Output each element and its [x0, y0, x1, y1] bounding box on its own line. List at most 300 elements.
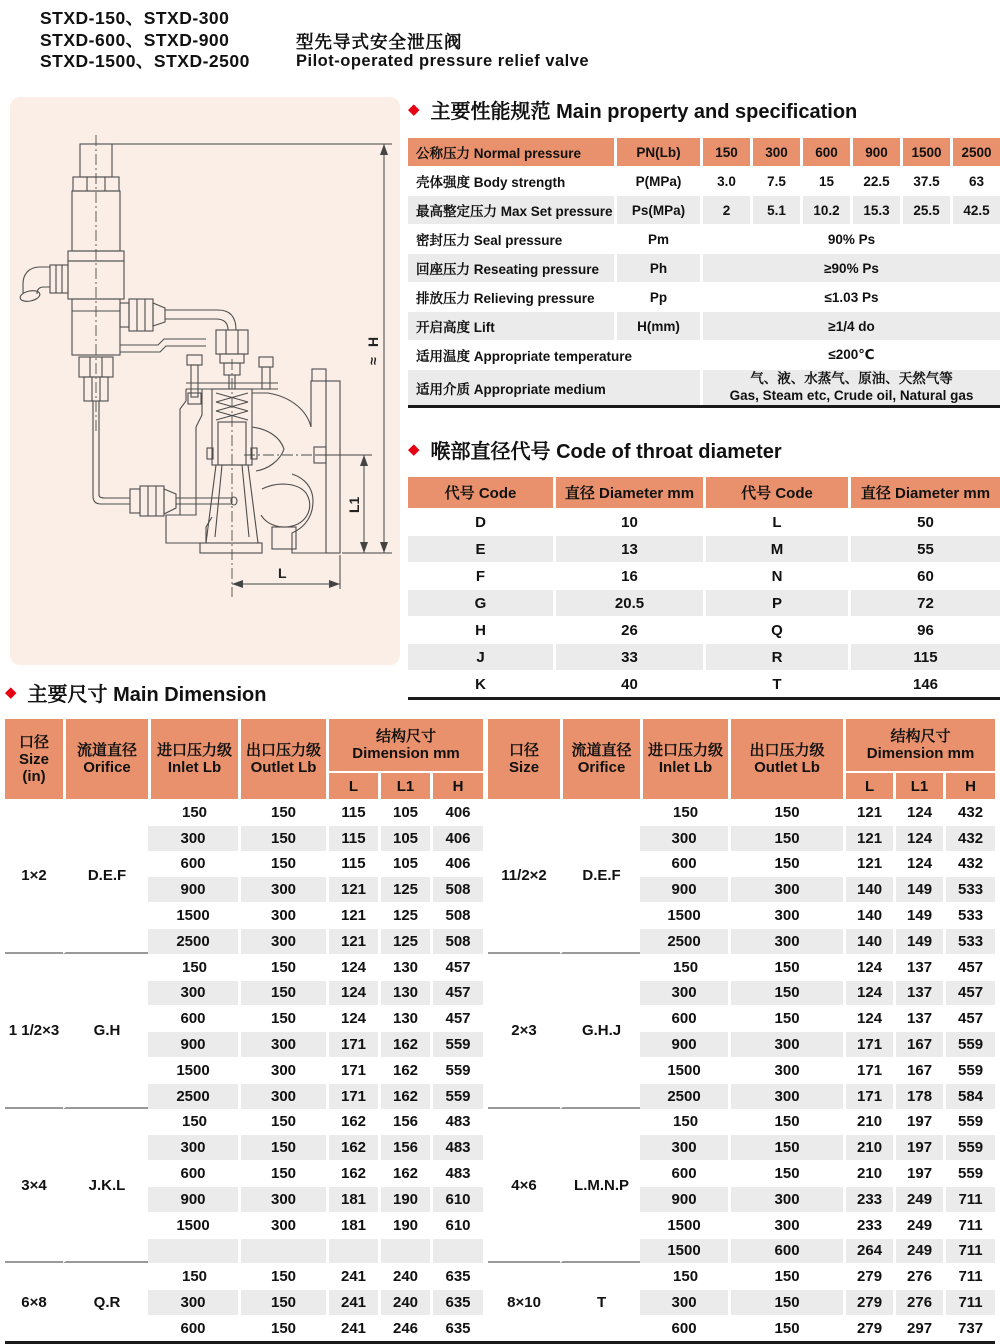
spec-row: [408, 224, 1000, 253]
dim-row: [5, 1109, 483, 1135]
size-cell: 1×2: [5, 799, 63, 954]
dim-cell: 1500: [640, 902, 728, 928]
dim-cell: 150: [640, 954, 728, 980]
dim-cell: [430, 1238, 483, 1264]
throat-row: [408, 562, 1000, 589]
dim-header-inlet: 进口压力级 Inlet Lb: [640, 719, 728, 799]
dim-cell: 559: [430, 1031, 483, 1057]
dim-cell: 600: [640, 1315, 728, 1341]
dim-cell: 249: [893, 1186, 943, 1212]
throat-row: [408, 589, 1000, 616]
dim-cell: 150: [640, 799, 728, 825]
dim-cell: 150: [728, 1315, 843, 1341]
dim-cell: 121: [843, 799, 893, 825]
dim-cell: 600: [640, 1160, 728, 1186]
dim-cell: 171: [843, 1031, 893, 1057]
dim-cell: 406: [430, 851, 483, 877]
dim-cell: 150: [728, 954, 843, 980]
dim-cell: 2500: [148, 1083, 238, 1109]
dim-cell: 162: [326, 1160, 378, 1186]
spec-value: 2500: [950, 137, 1000, 166]
dim-cell: 457: [943, 1005, 995, 1031]
spec-value: 2: [700, 195, 750, 224]
dim-label-h: H: [365, 336, 381, 347]
dim-cell: 406: [430, 825, 483, 851]
spec-symbol: PN(Lb): [614, 137, 700, 166]
dim-cell: 711: [943, 1238, 995, 1264]
dim-cell: 124: [326, 954, 378, 980]
throat-cell: J: [408, 643, 553, 670]
throat-cell: 10: [553, 508, 703, 535]
dim-cell: 559: [430, 1057, 483, 1083]
dim-cell: 241: [326, 1289, 378, 1315]
diamond-bullet-icon: ◆: [408, 441, 420, 458]
dim-cell: 124: [893, 851, 943, 877]
dim-header-size: 口径 Size (in): [5, 719, 63, 799]
dim-cell: 181: [326, 1212, 378, 1238]
dim-cell: 190: [378, 1186, 430, 1212]
spec-symbol: Pm: [614, 224, 700, 253]
dim-cell: 300: [238, 928, 326, 954]
dim-row: [488, 954, 995, 980]
dim-cell: 610: [430, 1212, 483, 1238]
dim-cell: 559: [943, 1134, 995, 1160]
dim-cell: 150: [728, 1160, 843, 1186]
dim-label-l1: L1: [346, 496, 362, 513]
throat-section-title: [408, 435, 1000, 464]
dimension-table-left: [5, 719, 483, 1341]
dim-cell: 432: [943, 825, 995, 851]
dim-cell: 130: [378, 954, 430, 980]
spec-value: 1500: [900, 137, 950, 166]
dim-cell: 150: [728, 1289, 843, 1315]
throat-cell: E: [408, 535, 553, 562]
dim-cell: 300: [640, 980, 728, 1006]
dimension-title-text: 主要尺寸 Main Dimension: [27, 684, 267, 706]
dim-cell: 121: [843, 825, 893, 851]
dim-cell: 149: [893, 902, 943, 928]
throat-cell: 26: [553, 616, 703, 643]
dimension-table-right: [488, 719, 995, 1341]
dim-row: [488, 799, 995, 825]
spec-label: 适用介质 Appropriate medium: [408, 369, 700, 405]
dim-row: [488, 1109, 995, 1135]
spec-label: 壳体强度 Body strength: [408, 166, 614, 195]
dim-cell: 508: [430, 876, 483, 902]
dim-row: [488, 1263, 995, 1289]
orifice-cell: D.E.F: [560, 799, 640, 954]
dim-cell: 610: [430, 1186, 483, 1212]
dim-cell: 900: [640, 876, 728, 902]
dim-cell: 711: [943, 1212, 995, 1238]
dim-cell: 124: [843, 1005, 893, 1031]
throat-header-row: [408, 477, 1000, 508]
spec-label: 密封压力 Seal pressure: [408, 224, 614, 253]
dimension-section: [5, 678, 995, 1344]
right-column: [408, 95, 1000, 700]
dim-cell: 300: [238, 876, 326, 902]
dim-cell: 150: [728, 1263, 843, 1289]
dim-row: [5, 1263, 483, 1289]
spec-value: 42.5: [950, 195, 1000, 224]
dim-cell: 300: [640, 1289, 728, 1315]
model-line: STXD-600、STXD-900: [40, 29, 230, 50]
spec-symbol: Pp: [614, 282, 700, 311]
spec-label: 最高整定压力 Max Set pressure: [408, 195, 614, 224]
dim-cell: 300: [148, 1289, 238, 1315]
spec-value: 22.5: [850, 166, 900, 195]
dim-header-l: L: [326, 771, 378, 799]
dim-label-h-approx: ≈: [365, 357, 381, 365]
dim-cell: 171: [326, 1057, 378, 1083]
dim-cell: 279: [843, 1315, 893, 1341]
spec-value: 3.0: [700, 166, 750, 195]
dim-cell: 300: [728, 1057, 843, 1083]
spec-value: ≤1.03 Ps: [700, 282, 1000, 311]
dim-header-outlet: 出口压力级 Outlet Lb: [238, 719, 326, 799]
throat-cell: N: [703, 562, 848, 589]
dim-header-dims: 结构尺寸 Dimension mm: [843, 719, 995, 771]
dim-cell: 457: [430, 954, 483, 980]
dim-cell: 130: [378, 1005, 430, 1031]
dim-cell: 300: [238, 1212, 326, 1238]
dim-cell: 600: [148, 1160, 238, 1186]
spec-value: ≥90% Ps: [700, 253, 1000, 282]
dim-cell: [326, 1238, 378, 1264]
throat-cell: L: [703, 508, 848, 535]
dim-cell: 483: [430, 1134, 483, 1160]
dim-cell: 300: [238, 1186, 326, 1212]
dim-cell: 508: [430, 928, 483, 954]
dim-cell: 1500: [148, 1057, 238, 1083]
spec-symbol: Ph: [614, 253, 700, 282]
dim-cell: 279: [843, 1289, 893, 1315]
spec-symbol: H(mm): [614, 311, 700, 340]
throat-cell: 50: [848, 508, 1000, 535]
dim-header-l1: L1: [378, 771, 430, 799]
dim-cell: 264: [843, 1238, 893, 1264]
dim-cell: 124: [893, 825, 943, 851]
dim-cell: 241: [326, 1263, 378, 1289]
spec-row: [408, 282, 1000, 311]
dim-cell: 150: [238, 1134, 326, 1160]
spec-label: 排放压力 Relieving pressure: [408, 282, 614, 311]
throat-header: 代号 Code: [703, 477, 848, 508]
dim-cell: 600: [148, 1315, 238, 1341]
dim-cell: 150: [148, 1109, 238, 1135]
dim-row: [5, 954, 483, 980]
spec-title-text: 主要性能规范 Main property and specification: [430, 101, 858, 123]
dim-cell: 210: [843, 1160, 893, 1186]
dim-cell: 121: [843, 851, 893, 877]
throat-header: 直径 Diameter mm: [848, 477, 1000, 508]
dim-cell: 105: [378, 799, 430, 825]
dim-header-inlet: 进口压力级 Inlet Lb: [148, 719, 238, 799]
dim-cell: [378, 1238, 430, 1264]
spec-value: ≤200℃: [700, 340, 1000, 369]
dim-cell: 1500: [640, 1057, 728, 1083]
dim-row: [5, 799, 483, 825]
dim-cell: 432: [943, 799, 995, 825]
dim-cell: 150: [238, 825, 326, 851]
spec-value-line: 气、液、水蒸气、原油、天然气等: [750, 371, 953, 386]
spec-symbol: P(MPa): [614, 166, 700, 195]
dim-cell: 105: [378, 851, 430, 877]
dim-cell: 156: [378, 1109, 430, 1135]
throat-title-text: 喉部直径代号 Code of throat diameter: [430, 441, 782, 463]
dim-cell: 300: [728, 928, 843, 954]
dim-cell: 559: [943, 1031, 995, 1057]
dim-cell: 533: [943, 876, 995, 902]
dim-cell: 197: [893, 1109, 943, 1135]
throat-cell: T: [703, 670, 848, 697]
dim-cell: 432: [943, 851, 995, 877]
dim-cell: 711: [943, 1186, 995, 1212]
size-cell: 11/2×2: [488, 799, 560, 954]
dim-cell: 900: [640, 1186, 728, 1212]
dim-header-size: 口径 Size: [488, 719, 560, 799]
dim-cell: 149: [893, 928, 943, 954]
size-cell: 8×10: [488, 1263, 560, 1340]
valve-drawing: [10, 97, 400, 665]
dim-cell: 2500: [148, 928, 238, 954]
dim-cell: 300: [640, 1134, 728, 1160]
dim-cell: 167: [893, 1031, 943, 1057]
dim-cell: 121: [326, 876, 378, 902]
dim-cell: 900: [640, 1031, 728, 1057]
dim-cell: 2500: [640, 1083, 728, 1109]
dim-cell: 181: [326, 1186, 378, 1212]
dim-cell: 559: [943, 1109, 995, 1135]
dim-cell: 150: [238, 980, 326, 1006]
spec-label: 公称压力 Normal pressure: [408, 137, 614, 166]
dim-cell: 1500: [148, 1212, 238, 1238]
dim-cell: 508: [430, 902, 483, 928]
dim-cell: 240: [378, 1263, 430, 1289]
dimension-tables: [5, 719, 995, 1344]
dim-cell: 276: [893, 1263, 943, 1289]
dim-cell: 246: [378, 1315, 430, 1341]
throat-header: 代号 Code: [408, 477, 553, 508]
dim-cell: 167: [893, 1057, 943, 1083]
dim-header-dims: 结构尺寸 Dimension mm: [326, 719, 483, 771]
dim-cell: 150: [728, 1134, 843, 1160]
dim-cell: 457: [943, 980, 995, 1006]
dim-cell: 249: [893, 1212, 943, 1238]
dim-header-outlet: 出口压力级 Outlet Lb: [728, 719, 843, 799]
throat-cell: 60: [848, 562, 1000, 589]
spec-row: [408, 311, 1000, 340]
dim-cell: 533: [943, 902, 995, 928]
dim-label-l: L: [278, 565, 287, 581]
dim-cell: 559: [430, 1083, 483, 1109]
dim-cell: 210: [843, 1109, 893, 1135]
dim-header-h: H: [943, 771, 995, 799]
dim-cell: 140: [843, 928, 893, 954]
dim-cell: 457: [430, 980, 483, 1006]
dim-cell: 171: [326, 1083, 378, 1109]
orifice-cell: G.H.J: [560, 954, 640, 1109]
spec-section-title: [408, 95, 1000, 124]
spec-value: 25.5: [900, 195, 950, 224]
orifice-cell: J.K.L: [63, 1109, 148, 1264]
throat-cell: G: [408, 589, 553, 616]
dim-cell: 457: [430, 1005, 483, 1031]
spec-label: 适用温度 Appropriate temperature: [408, 340, 700, 369]
dim-cell: 559: [943, 1057, 995, 1083]
spec-symbol: Ps(MPa): [614, 195, 700, 224]
throat-cell: P: [703, 589, 848, 616]
dim-cell: 150: [148, 1263, 238, 1289]
dim-cell: 737: [943, 1315, 995, 1341]
dim-cell: 635: [430, 1289, 483, 1315]
dim-cell: 241: [326, 1315, 378, 1341]
dim-cell: 150: [148, 799, 238, 825]
dim-header-row: [488, 719, 995, 771]
dim-cell: 197: [893, 1160, 943, 1186]
spec-row: [408, 137, 1000, 166]
dim-cell: 150: [238, 799, 326, 825]
dim-cell: 150: [640, 1263, 728, 1289]
dim-cell: 300: [148, 825, 238, 851]
dim-cell: 559: [943, 1160, 995, 1186]
throat-row: [408, 643, 1000, 670]
dim-cell: 124: [326, 1005, 378, 1031]
dim-cell: 105: [378, 825, 430, 851]
dim-cell: 600: [640, 851, 728, 877]
size-cell: 2×3: [488, 954, 560, 1109]
dim-cell: 150: [238, 1289, 326, 1315]
dim-cell: 162: [378, 1031, 430, 1057]
throat-cell: 33: [553, 643, 703, 670]
dim-cell: 300: [728, 876, 843, 902]
spec-value: 900: [850, 137, 900, 166]
dim-cell: 171: [326, 1031, 378, 1057]
orifice-cell: D.E.F: [63, 799, 148, 954]
dim-cell: 457: [943, 954, 995, 980]
throat-cell: 146: [848, 670, 1000, 697]
dim-cell: 900: [148, 1186, 238, 1212]
dim-cell: 162: [378, 1160, 430, 1186]
dim-cell: 150: [728, 1109, 843, 1135]
dim-cell: 115: [326, 825, 378, 851]
dim-cell: 150: [728, 980, 843, 1006]
dim-cell: 276: [893, 1289, 943, 1315]
dim-cell: 300: [728, 902, 843, 928]
dim-cell: 125: [378, 902, 430, 928]
spec-row: [408, 369, 1000, 405]
spec-label: 开启高度 Lift: [408, 311, 614, 340]
dim-cell: 150: [238, 1263, 326, 1289]
dim-cell: 124: [893, 799, 943, 825]
dim-cell: 150: [728, 799, 843, 825]
valve-drawing-panel: [10, 97, 400, 665]
throat-cell: 115: [848, 643, 1000, 670]
dim-cell: 124: [326, 980, 378, 1006]
dim-cell: 162: [378, 1057, 430, 1083]
spec-value: ≥1/4 do: [700, 311, 1000, 340]
throat-row: [408, 508, 1000, 535]
dim-cell: 1500: [640, 1212, 728, 1238]
dim-cell: 635: [430, 1263, 483, 1289]
orifice-cell: T: [560, 1263, 640, 1340]
dim-cell: 150: [640, 1109, 728, 1135]
throat-cell: 96: [848, 616, 1000, 643]
dim-cell: 125: [378, 876, 430, 902]
dim-cell: 121: [326, 928, 378, 954]
dim-cell: 1500: [640, 1238, 728, 1264]
spec-row: [408, 253, 1000, 282]
dim-cell: 171: [843, 1083, 893, 1109]
dim-cell: 600: [148, 1005, 238, 1031]
dim-cell: 178: [893, 1083, 943, 1109]
model-list: [40, 8, 250, 73]
dim-cell: 300: [148, 980, 238, 1006]
model-line: STXD-150、STXD-300: [40, 8, 230, 28]
product-title-cn: 型先导式安全泄压阀: [296, 32, 463, 52]
diamond-bullet-icon: ◆: [408, 101, 420, 118]
throat-header: 直径 Diameter mm: [553, 477, 703, 508]
throat-table: [408, 477, 1000, 700]
spec-value: 600: [800, 137, 850, 166]
throat-cell: 72: [848, 589, 1000, 616]
dim-cell: 300: [238, 902, 326, 928]
dim-cell: 300: [238, 1031, 326, 1057]
dim-cell: 162: [326, 1134, 378, 1160]
spec-label: 回座压力 Reseating pressure: [408, 253, 614, 282]
dim-cell: 150: [238, 851, 326, 877]
dim-header-orifice: 流道直径 Orifice: [560, 719, 640, 799]
spec-table: [408, 137, 1000, 408]
throat-cell: F: [408, 562, 553, 589]
throat-cell: 16: [553, 562, 703, 589]
throat-cell: H: [408, 616, 553, 643]
dimension-section-title: [5, 678, 995, 707]
dim-cell: 279: [843, 1263, 893, 1289]
throat-cell: Q: [703, 616, 848, 643]
diamond-bullet-icon: ◆: [5, 684, 17, 701]
dim-cell: 297: [893, 1315, 943, 1341]
dim-cell: 137: [893, 1005, 943, 1031]
dim-cell: 300: [728, 1212, 843, 1238]
dim-cell: 900: [148, 876, 238, 902]
spec-value: 15.3: [850, 195, 900, 224]
spec-value: 15: [800, 166, 850, 195]
throat-row: [408, 535, 1000, 562]
dim-cell: 162: [378, 1083, 430, 1109]
dim-cell: 150: [238, 1109, 326, 1135]
dim-cell: 137: [893, 980, 943, 1006]
dim-cell: 406: [430, 799, 483, 825]
orifice-cell: Q.R: [63, 1263, 148, 1340]
size-cell: 4×6: [488, 1109, 560, 1264]
spec-value: 300: [750, 137, 800, 166]
size-cell: 6×8: [5, 1263, 63, 1340]
dim-cell: 140: [843, 876, 893, 902]
product-title-en: Pilot-operated pressure relief valve: [296, 52, 590, 70]
dim-cell: [148, 1238, 238, 1264]
dim-cell: 300: [148, 1134, 238, 1160]
throat-cell: 40: [553, 670, 703, 697]
dim-cell: 300: [238, 1083, 326, 1109]
throat-cell: R: [703, 643, 848, 670]
dim-cell: 150: [238, 1315, 326, 1341]
dim-cell: 125: [378, 928, 430, 954]
dim-cell: 300: [728, 1083, 843, 1109]
dim-cell: 197: [893, 1134, 943, 1160]
dim-cell: 233: [843, 1186, 893, 1212]
dim-cell: 150: [728, 1005, 843, 1031]
